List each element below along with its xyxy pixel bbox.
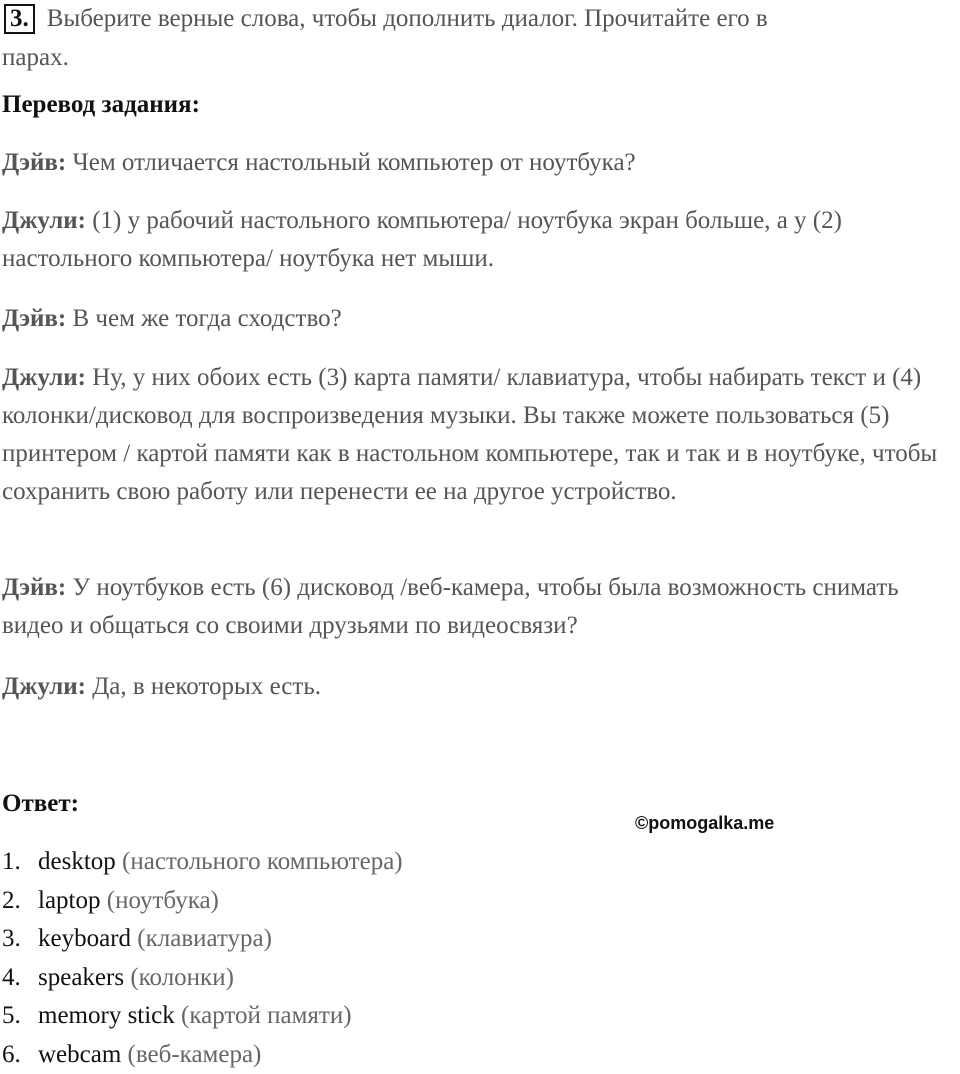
dialogue-text: Чем отличается настольный компьютер от ноутбука? <box>72 149 635 176</box>
answer-item <box>2 843 403 882</box>
speaker-name: Дэйв: <box>2 574 66 601</box>
speaker-name: Дэйв: <box>2 149 66 176</box>
answer-item <box>2 959 403 998</box>
answer-number: 2. <box>2 882 38 921</box>
dialogue-line <box>2 359 958 511</box>
dialogue-text: В чем же тогда сходство? <box>72 305 341 332</box>
task-text-1: Выберите верные слова, чтобы дополнить диалог. Прочитайте его в <box>47 5 768 32</box>
answer-english: memory stick <box>38 1002 175 1029</box>
dialogue-text: У ноутбуков есть (6) дисковод /веб-камера, чтобы была возможность снимать видео и общаться со своими друзьями по видеосвязи? <box>2 574 899 639</box>
speaker-name: Джули: <box>2 207 86 234</box>
answer-item <box>2 882 403 921</box>
answer-russian: (колонки) <box>130 964 234 991</box>
answer-list <box>2 843 403 1074</box>
answer-russian: (клавиатура) <box>137 925 272 952</box>
answer-english: webcam <box>38 1041 121 1068</box>
answer-english: keyboard <box>38 925 131 952</box>
answer-number: 4. <box>2 959 38 998</box>
dialogue-line <box>2 569 958 645</box>
dialogue-text: Ну, у них обоих есть (3) карта памяти/ клавиатура, чтобы набирать текст и (4) колонки/дисковод для воспроизведения музыки. Вы также можете пользоваться (5) принтером / картой памяти как в настольном компьютере, так и так и в ноутбуке, чтобы сохранить свою работу или перенести ее на другое устройство. <box>2 364 937 505</box>
watermark: ©pomogalka.me <box>635 813 774 834</box>
answer-english: laptop <box>38 887 101 914</box>
dialogue-line <box>2 300 958 338</box>
answer-number: 1. <box>2 843 38 882</box>
answer-english: speakers <box>38 964 124 991</box>
answer-russian: (веб-камера) <box>128 1041 262 1068</box>
answer-heading: Ответ: <box>2 785 79 823</box>
dialogue-line <box>2 668 958 706</box>
answer-english: desktop <box>38 848 116 875</box>
dialogue-line <box>2 202 958 278</box>
dialogue-text: (1) у рабочий настольного компьютера/ ноутбука экран больше, а у (2) настольного компьютера/ ноутбука нет мыши. <box>2 207 842 272</box>
answer-number: 6. <box>2 1036 38 1074</box>
speaker-name: Дэйв: <box>2 305 66 332</box>
answer-item <box>2 997 403 1036</box>
answer-russian: (картой памяти) <box>181 1002 352 1029</box>
translation-heading: Перевод задания: <box>2 86 200 124</box>
answer-item <box>2 920 403 959</box>
task-number: 3. <box>4 4 35 34</box>
speaker-name: Джули: <box>2 673 86 700</box>
answer-russian: (настольного компьютера) <box>122 848 403 875</box>
answer-russian: (ноутбука) <box>107 887 219 914</box>
task-line-1 <box>2 0 768 38</box>
answer-number: 5. <box>2 997 38 1036</box>
answer-item <box>2 1036 403 1074</box>
dialogue-text: Да, в некоторых есть. <box>92 673 321 700</box>
answer-number: 3. <box>2 920 38 959</box>
speaker-name: Джули: <box>2 364 86 391</box>
dialogue-line <box>2 144 958 182</box>
task-text-2: парах. <box>2 39 69 77</box>
